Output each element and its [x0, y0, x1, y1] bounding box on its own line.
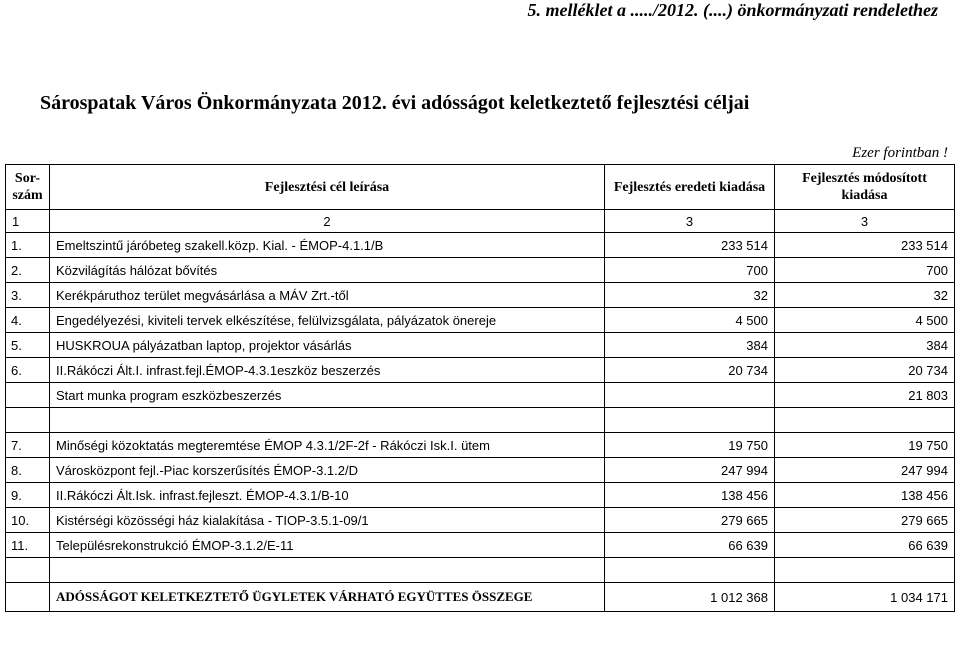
- row-number: 8.: [6, 458, 50, 483]
- column-number: 3: [605, 210, 775, 233]
- total-original: 1 012 368: [605, 583, 775, 612]
- unit-note: Ezer forintban !: [852, 145, 948, 161]
- annex-reference: 5. melléklet a ...../2012. (....) önkormányzati rendelethez: [527, 0, 938, 20]
- table-row: [6, 533, 955, 558]
- header-row: [6, 165, 955, 210]
- row-modified-amount: 233 514: [775, 233, 955, 258]
- row-original-amount: 279 665: [605, 508, 775, 533]
- total-modified: 1 034 171: [775, 583, 955, 612]
- row-original-amount: 20 734: [605, 358, 775, 383]
- row-original-amount: 32: [605, 283, 775, 308]
- row-number: 5.: [6, 333, 50, 358]
- table-row: [6, 333, 955, 358]
- column-number: 2: [50, 210, 605, 233]
- row-original-amount: 700: [605, 258, 775, 283]
- row-modified-amount: [775, 408, 955, 433]
- row-number: 1.: [6, 233, 50, 258]
- row-description: [50, 558, 605, 583]
- total-label: ADÓSSÁGOT KELETKEZTETŐ ÜGYLETEK VÁRHATÓ EGYÜTTES ÖSSZEGE: [50, 583, 605, 612]
- row-modified-amount: 138 456: [775, 483, 955, 508]
- row-number: 10.: [6, 508, 50, 533]
- row-original-amount: 4 500: [605, 308, 775, 333]
- table-row: [6, 358, 955, 383]
- table-row: [6, 483, 955, 508]
- row-original-amount: 19 750: [605, 433, 775, 458]
- row-description: Minőségi közoktatás megteremtése ÉMOP 4.3.1/2F-2f - Rákóczi Isk.I. ütem: [50, 433, 605, 458]
- row-original-amount: [605, 558, 775, 583]
- table-row: [6, 283, 955, 308]
- blank-row: [6, 558, 955, 583]
- row-description: Start munka program eszközbeszerzés: [50, 383, 605, 408]
- row-number: 11.: [6, 533, 50, 558]
- row-original-amount: 384: [605, 333, 775, 358]
- header-description: Fejlesztési cél leírása: [50, 165, 605, 210]
- row-original-amount: 66 639: [605, 533, 775, 558]
- column-number-row: [6, 210, 955, 233]
- row-number: 9.: [6, 483, 50, 508]
- row-number: 4.: [6, 308, 50, 333]
- table-row: [6, 458, 955, 483]
- table-row: [6, 258, 955, 283]
- development-goals-table: [5, 164, 955, 612]
- row-original-amount: 138 456: [605, 483, 775, 508]
- row-number: [6, 408, 50, 433]
- blank-row: [6, 408, 955, 433]
- row-modified-amount: 4 500: [775, 308, 955, 333]
- row-description: HUSKROUA pályázatban laptop, projektor vásárlás: [50, 333, 605, 358]
- row-description: Kistérségi közösségi ház kialakítása - TIOP-3.5.1-09/1: [50, 508, 605, 533]
- header-original: Fejlesztés eredeti kiadása: [605, 165, 775, 210]
- row-number: 2.: [6, 258, 50, 283]
- row-description: Kerékpáruthoz terület megvásárlása a MÁV Zrt.-től: [50, 283, 605, 308]
- total-empty-cell: [6, 583, 50, 612]
- column-number: 3: [775, 210, 955, 233]
- row-description: Településrekonstrukció ÉMOP-3.1.2/E-11: [50, 533, 605, 558]
- row-modified-amount: 700: [775, 258, 955, 283]
- row-description: II.Rákóczi Ált.Isk. infrast.fejleszt. ÉMOP-4.3.1/B-10: [50, 483, 605, 508]
- row-modified-amount: 247 994: [775, 458, 955, 483]
- row-description: Közvilágítás hálózat bővítés: [50, 258, 605, 283]
- row-modified-amount: 20 734: [775, 358, 955, 383]
- row-number: [6, 558, 50, 583]
- row-modified-amount: 19 750: [775, 433, 955, 458]
- table-row: [6, 308, 955, 333]
- row-modified-amount: 384: [775, 333, 955, 358]
- row-number: 6.: [6, 358, 50, 383]
- header-seq: Sor- szám: [6, 165, 50, 210]
- table-row: [6, 508, 955, 533]
- row-modified-amount: 21 803: [775, 383, 955, 408]
- row-number: 7.: [6, 433, 50, 458]
- row-description: Engedélyezési, kiviteli tervek elkészítése, felülvizsgálata, pályázatok önereje: [50, 308, 605, 333]
- row-modified-amount: [775, 558, 955, 583]
- row-description: II.Rákóczi Ált.I. infrast.fejl.ÉMOP-4.3.1eszköz beszerzés: [50, 358, 605, 383]
- row-description: Városközpont fejl.-Piac korszerűsítés ÉMOP-3.1.2/D: [50, 458, 605, 483]
- row-number: [6, 383, 50, 408]
- row-modified-amount: 32: [775, 283, 955, 308]
- page-title: Sárospatak Város Önkormányzata 2012. évi adósságot keletkeztető fejlesztési céljai: [40, 92, 750, 114]
- row-number: 3.: [6, 283, 50, 308]
- row-modified-amount: 279 665: [775, 508, 955, 533]
- table-body: [6, 233, 955, 583]
- header-modified: Fejlesztés módosított kiadása: [775, 165, 955, 210]
- row-description: Emeltszintű járóbeteg szakell.közp. Kial. - ÉMOP-4.1.1/B: [50, 233, 605, 258]
- column-number: 1: [6, 210, 50, 233]
- row-original-amount: [605, 383, 775, 408]
- row-description: [50, 408, 605, 433]
- row-original-amount: 247 994: [605, 458, 775, 483]
- table-row: [6, 233, 955, 258]
- row-modified-amount: 66 639: [775, 533, 955, 558]
- total-row: [6, 583, 955, 612]
- table-row: [6, 383, 955, 408]
- table-row: [6, 433, 955, 458]
- row-original-amount: 233 514: [605, 233, 775, 258]
- row-original-amount: [605, 408, 775, 433]
